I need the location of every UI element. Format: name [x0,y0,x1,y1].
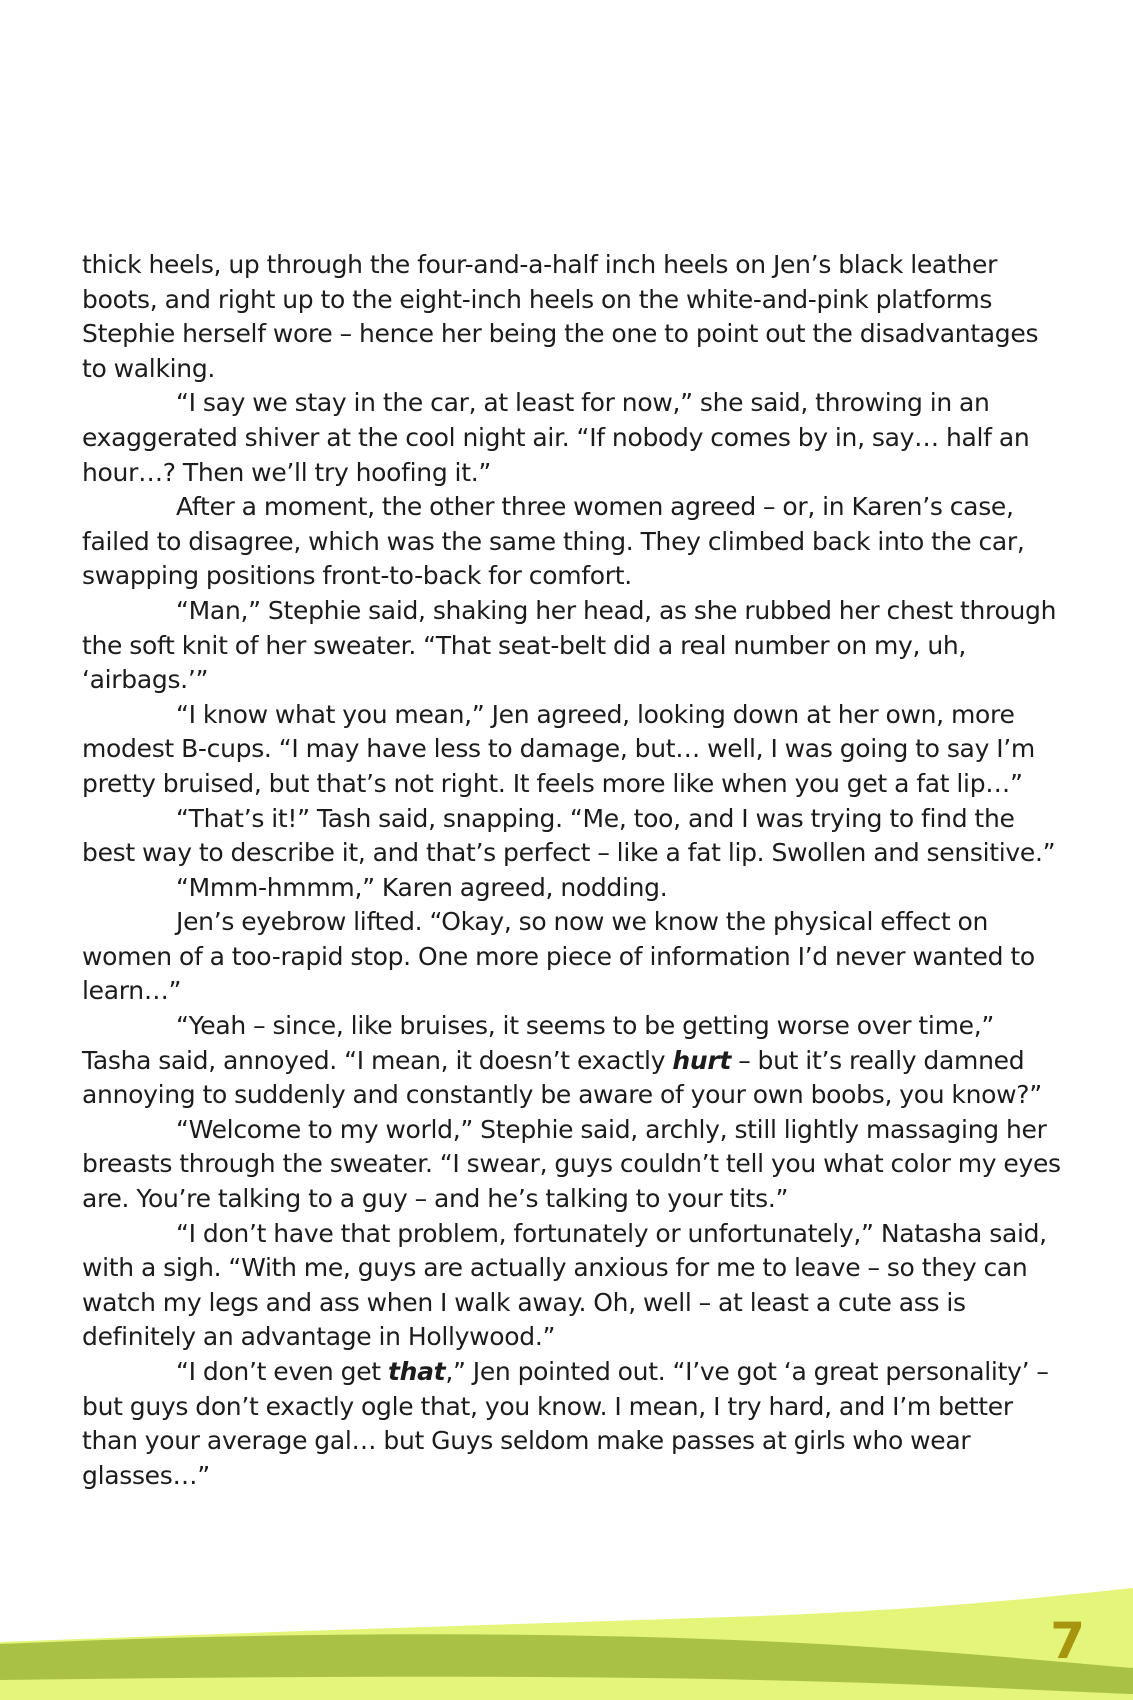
paragraph-text: “Welcome to my world,” Stephie said, archly, still lightly massaging her breasts through the sweater. “I swear, guys couldn’t tell you what color my eyes are. You’re talking to a guy – and he’s talking to your tits.” [82,1114,1061,1214]
paragraph [82,1009,1067,1113]
paragraph-text: After a moment, the other three women agreed – or, in Karen’s case, failed to disagree, which was the same thing. They climbed back into the car, swapping positions front-to-back for comfort. [82,492,1025,591]
paragraph-text: “I don’t have that problem, fortunately or unfortunately,” Natasha said, with a sigh. “With me, guys are actually anxious for me to leave – so they can watch my legs and ass when I walk away. Oh, well – at least a cute ass is definitely an advantage in Hollywood.” [82,1218,1047,1352]
paragraph-text: thick heels, up through the four-and-a-half inch heels on Jen’s black leather boots, and right up to the eight-inch heels on the white-and-pink platforms Stephie herself wore – hence her being the one to point out the disadvantages to walking. [82,250,1039,383]
paragraph [82,698,1067,802]
paragraph-text: “That’s it!” Tash said, snapping. “Me, too, and I was trying to find the best way to describe it, and that’s perfect – like a fat lip. Swollen and sensitive.” [82,803,1056,868]
paragraph-text: “Man,” Stephie said, shaking her head, as she rubbed her chest through the soft knit of her sweater. “That seat-belt did a real number on my, uh, ‘airbags.’” [82,595,1057,695]
paragraph [82,386,1067,490]
paragraph [82,490,1067,594]
paragraph-text: “I don’t even get [176,1357,388,1386]
paragraph [82,1113,1067,1217]
paragraph-text: “I know what you mean,” Jen agreed, looking down at her own, more modest B-cups. “I may have less to damage, but… well, I was going to say I’m pretty bruised, but that’s not right. It feels more like when you get a fat lip…” [82,699,1035,798]
paragraph-text: Jen’s eyebrow lifted. “Okay, so now we know the physical effect on women of a too-rapid stop. One more piece of information I’d never wanted to learn…” [82,907,1035,1006]
paragraph [82,1217,1067,1355]
paragraph [82,802,1067,871]
page-number: 7 [1050,1612,1085,1670]
footer-wave-decoration [0,1580,1133,1700]
emphasized-text: that [387,1357,446,1386]
emphasized-text: hurt [672,1045,732,1075]
paragraph [82,248,1067,386]
paragraph [82,594,1067,698]
paragraph [82,871,1067,906]
body-text [82,248,1067,1493]
paragraph-text: – but it’s really damned annoying to suddenly and constantly be aware of your own boobs, you know?” [82,1045,1042,1110]
paragraph [82,1355,1067,1493]
paragraph-text: ,” Jen pointed out. “I’ve got ‘a great personality’ – but guys don’t exactly ogle that, you know. I mean, I try hard, and I’m better than your average gal… but Guys seldom make passes at girls who wear glasses…” [82,1357,1049,1490]
paragraph-text: “I say we stay in the car, at least for now,” she said, throwing in an exaggerated shiver at the cool night air. “If nobody comes by in, say… half an hour…? Then we’ll try hoofing it.” [82,388,1030,487]
paragraph-text: “Yeah – since, like bruises, it seems to be getting worse over time,” Tasha said, annoyed. “I mean, it doesn’t exactly [82,1011,995,1075]
paragraph [82,905,1067,1009]
paragraph-text: “Mmm-hmmm,” Karen agreed, nodding. [176,872,668,902]
